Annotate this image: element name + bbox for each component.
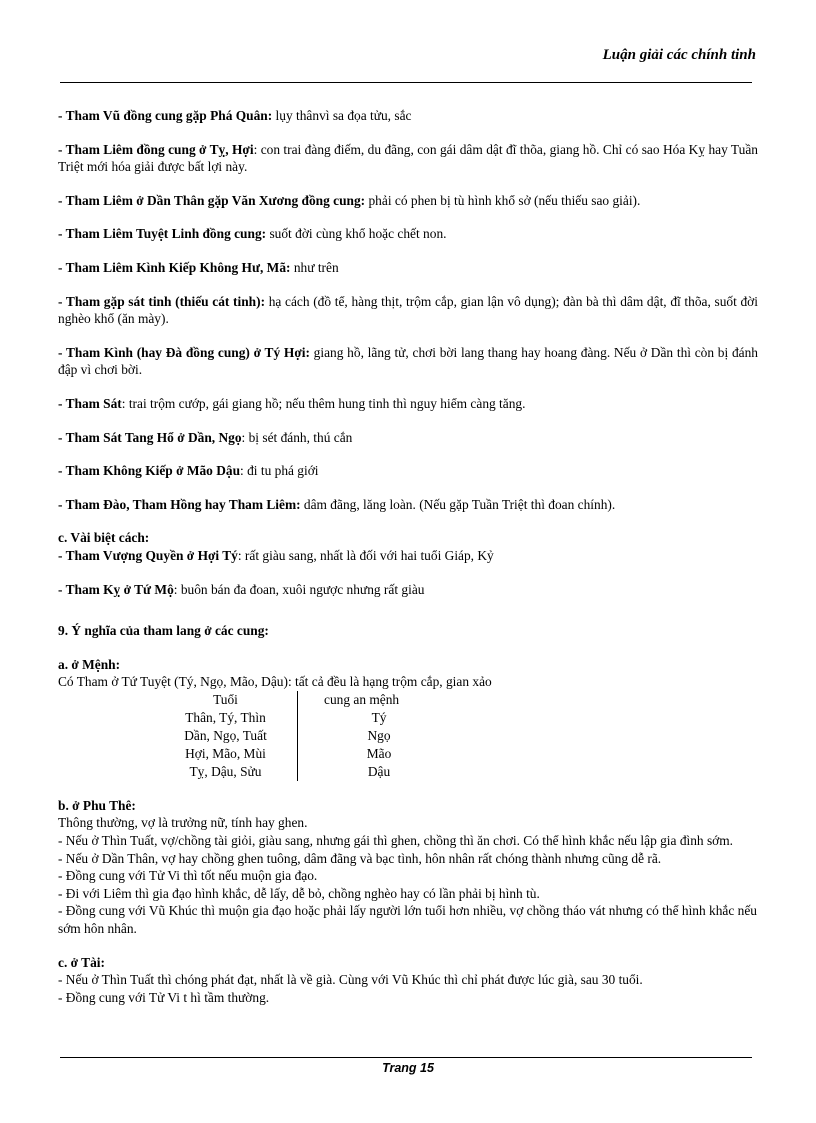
table-row bbox=[154, 763, 460, 781]
paragraph-lead: - Tham Liêm ở Dần Thân gặp Văn Xương đồng cung: bbox=[58, 192, 366, 208]
paragraph bbox=[58, 581, 758, 599]
paragraph bbox=[58, 547, 758, 565]
paragraph-lead: - Tham Vũ đồng cung gặp Phá Quân: bbox=[58, 108, 273, 123]
paragraph-lead: - Tham Sát Tang Hổ ở Dần, Ngọ bbox=[58, 429, 242, 445]
paragraph-lead: - Tham Đào, Tham Hồng hay Tham Liêm: bbox=[58, 496, 301, 512]
paragraph-text: dâm đãng, lăng loàn. (Nếu gặp Tuần Triệt thì đoan chính). bbox=[300, 496, 616, 512]
table-cell-cung: Dậu bbox=[367, 763, 391, 779]
section-heading-9: 9. Ý nghĩa của tham lang ở các cung: bbox=[58, 623, 269, 639]
paragraph-lead: - Tham Kình (hay Đà đồng cung) ở Tý Hợi: bbox=[58, 344, 310, 360]
table-row bbox=[154, 727, 460, 745]
table-row bbox=[154, 709, 460, 727]
footer-rule bbox=[60, 1057, 752, 1058]
paragraph-lead: - Tham Không Kiếp ở Mão Dậu bbox=[58, 463, 241, 479]
paragraph bbox=[58, 192, 758, 210]
tai-block bbox=[58, 971, 758, 1006]
table-header-tuoi: Tuổi bbox=[154, 691, 298, 709]
paragraph bbox=[58, 141, 758, 176]
paragraph-text: lụy thânvì sa đọa tửu, sắc bbox=[272, 108, 412, 123]
table-header-row bbox=[154, 691, 460, 709]
tuoi-cung-table bbox=[154, 691, 460, 781]
paragraph-lead: - Tham Liêm Kình Kiếp Không Hư, Mã: bbox=[58, 259, 291, 275]
paragraph-text: : con trai đàng điếm, du đãng, con gái dâm dật đĩ thõa, giang hồ. Chỉ có sao Hóa Kỵ hay Tuần Triệt mới hóa giải được bất lợi này. bbox=[58, 141, 758, 175]
table-cell-tuoi: Dần, Ngọ, Tuất bbox=[154, 727, 298, 745]
paragraph-text: : đi tu phá giới bbox=[240, 463, 319, 479]
paragraph bbox=[58, 259, 758, 277]
body-line: - Nếu ở Thìn Tuất thì chóng phát đạt, nhất là về già. Cùng với Vũ Khúc thì chỉ phát được lúc già, sau 30 tuổi. bbox=[58, 972, 643, 988]
paragraph-text: : trai trộm cướp, gái giang hồ; nếu thêm hung tinh thì nguy hiểm càng tăng. bbox=[121, 395, 526, 411]
paragraph-lead: - Tham Vượng Quyền ở Hợi Tý bbox=[58, 547, 238, 563]
table-cell-tuoi: Hợi, Mão, Mùi bbox=[154, 745, 298, 763]
paragraph-text: giang hồ, lãng tử, chơi bời lang thang hay hoang đàng. Nếu ở Dần thì còn bị đánh đập vì chơi bời. bbox=[58, 344, 758, 378]
paragraph bbox=[58, 395, 758, 413]
body-line: Thông thường, vợ là trưởng nữ, tính hay ghen. bbox=[58, 815, 308, 831]
paragraph bbox=[58, 429, 758, 447]
body-line: - Nếu ở Thìn Tuất, vợ/chồng tài giỏi, giàu sang, nhưng gái thì ghen, chồng thì ăn chơi. Có thể hình khắc nếu lập gia đình sớm. bbox=[58, 833, 734, 849]
subsection-heading-menh: a. ở Mệnh: bbox=[58, 656, 121, 672]
page-number: Trang 15 bbox=[382, 1061, 434, 1075]
paragraph bbox=[58, 293, 758, 328]
table-cell-cung: Mão bbox=[366, 745, 392, 761]
paragraph-lead: - Tham Sát bbox=[58, 395, 122, 411]
paragraph-text: suốt đời cùng khổ hoặc chết non. bbox=[266, 226, 447, 242]
body-line: - Đồng cung với Vũ Khúc thì muộn gia đạo hoặc phải lấy người lớn tuổi hơn nhiều, vợ chồng tháo vát nhưng có thể hình khắc nếu sớm hôn nhân. bbox=[58, 903, 757, 937]
paragraph bbox=[58, 225, 758, 243]
paragraph bbox=[58, 107, 758, 125]
paragraph-lead: - Tham Liêm Tuyệt Linh đồng cung: bbox=[58, 226, 267, 242]
body-line: - Đi với Liêm thì gia đạo hình khắc, dễ lấy, dễ bỏ, chồng nghèo hay có lần phải bị hình tù. bbox=[58, 885, 540, 901]
page-header-title: Luận giải các chính tinh bbox=[602, 47, 756, 63]
header-rule bbox=[60, 82, 752, 83]
body-line: - Đồng cung với Tử Vi thì tốt nếu muộn gia đạo. bbox=[58, 868, 318, 884]
body-line: - Đồng cung với Tử Vi t hì tầm thường. bbox=[58, 989, 270, 1005]
page-content bbox=[58, 107, 758, 1006]
table-row bbox=[154, 745, 460, 763]
phu-the-block bbox=[58, 814, 758, 937]
paragraph-text: như trên bbox=[290, 259, 339, 275]
table-cell-cung: Tý bbox=[371, 709, 387, 725]
paragraph-text: hạ cách (đồ tể, hàng thịt, trộm cắp, gian lận vô dụng); đàn bà thì dâm dật, đĩ thõa, suốt đời nghèo khổ (ăn mày). bbox=[58, 293, 758, 327]
paragraph-text: : rất giàu sang, nhất là đối với hai tuổi Giáp, Kỷ bbox=[237, 547, 494, 563]
table-cell-tuoi: Tỵ, Dậu, Sửu bbox=[154, 763, 298, 781]
subsection-heading-phu-the: b. ở Phu Thê: bbox=[58, 797, 136, 813]
table-cell-cung: Ngọ bbox=[367, 727, 391, 743]
paragraph-lead: - Tham gặp sát tinh (thiếu cát tinh): bbox=[58, 293, 266, 309]
menh-intro: Có Tham ở Tứ Tuyệt (Tý, Ngọ, Mão, Dậu): tất cả đều là hạng trộm cắp, gian xảo bbox=[58, 674, 492, 690]
paragraph-text: : bị sét đánh, thú cắn bbox=[241, 429, 353, 445]
subsection-heading-tai: c. ở Tài: bbox=[58, 954, 105, 970]
paragraph-text: phải có phen bị tù hình khổ sở (nếu thiếu sao giải). bbox=[365, 192, 641, 208]
table-cell-tuoi: Thân, Tý, Thìn bbox=[154, 709, 298, 727]
paragraph bbox=[58, 462, 758, 480]
body-line: - Nếu ở Dần Thân, vợ hay chồng ghen tuông, dâm đãng và bạc tình, hôn nhân rất chóng thành nhưng cũng dễ rã. bbox=[58, 850, 662, 866]
subsection-heading-vai-biet-cach: c. Vài biệt cách: bbox=[58, 530, 150, 546]
paragraph bbox=[58, 344, 758, 379]
paragraph bbox=[58, 496, 758, 514]
table-header-cung: cung an mệnh bbox=[324, 691, 400, 707]
paragraph-text: : buôn bán đa đoan, xuôi ngược nhưng rất giàu bbox=[173, 581, 425, 597]
paragraph-lead: - Tham Kỵ ở Tứ Mộ bbox=[58, 581, 174, 597]
paragraph-lead: - Tham Liêm đồng cung ở Tỵ, Hợi bbox=[58, 141, 254, 157]
